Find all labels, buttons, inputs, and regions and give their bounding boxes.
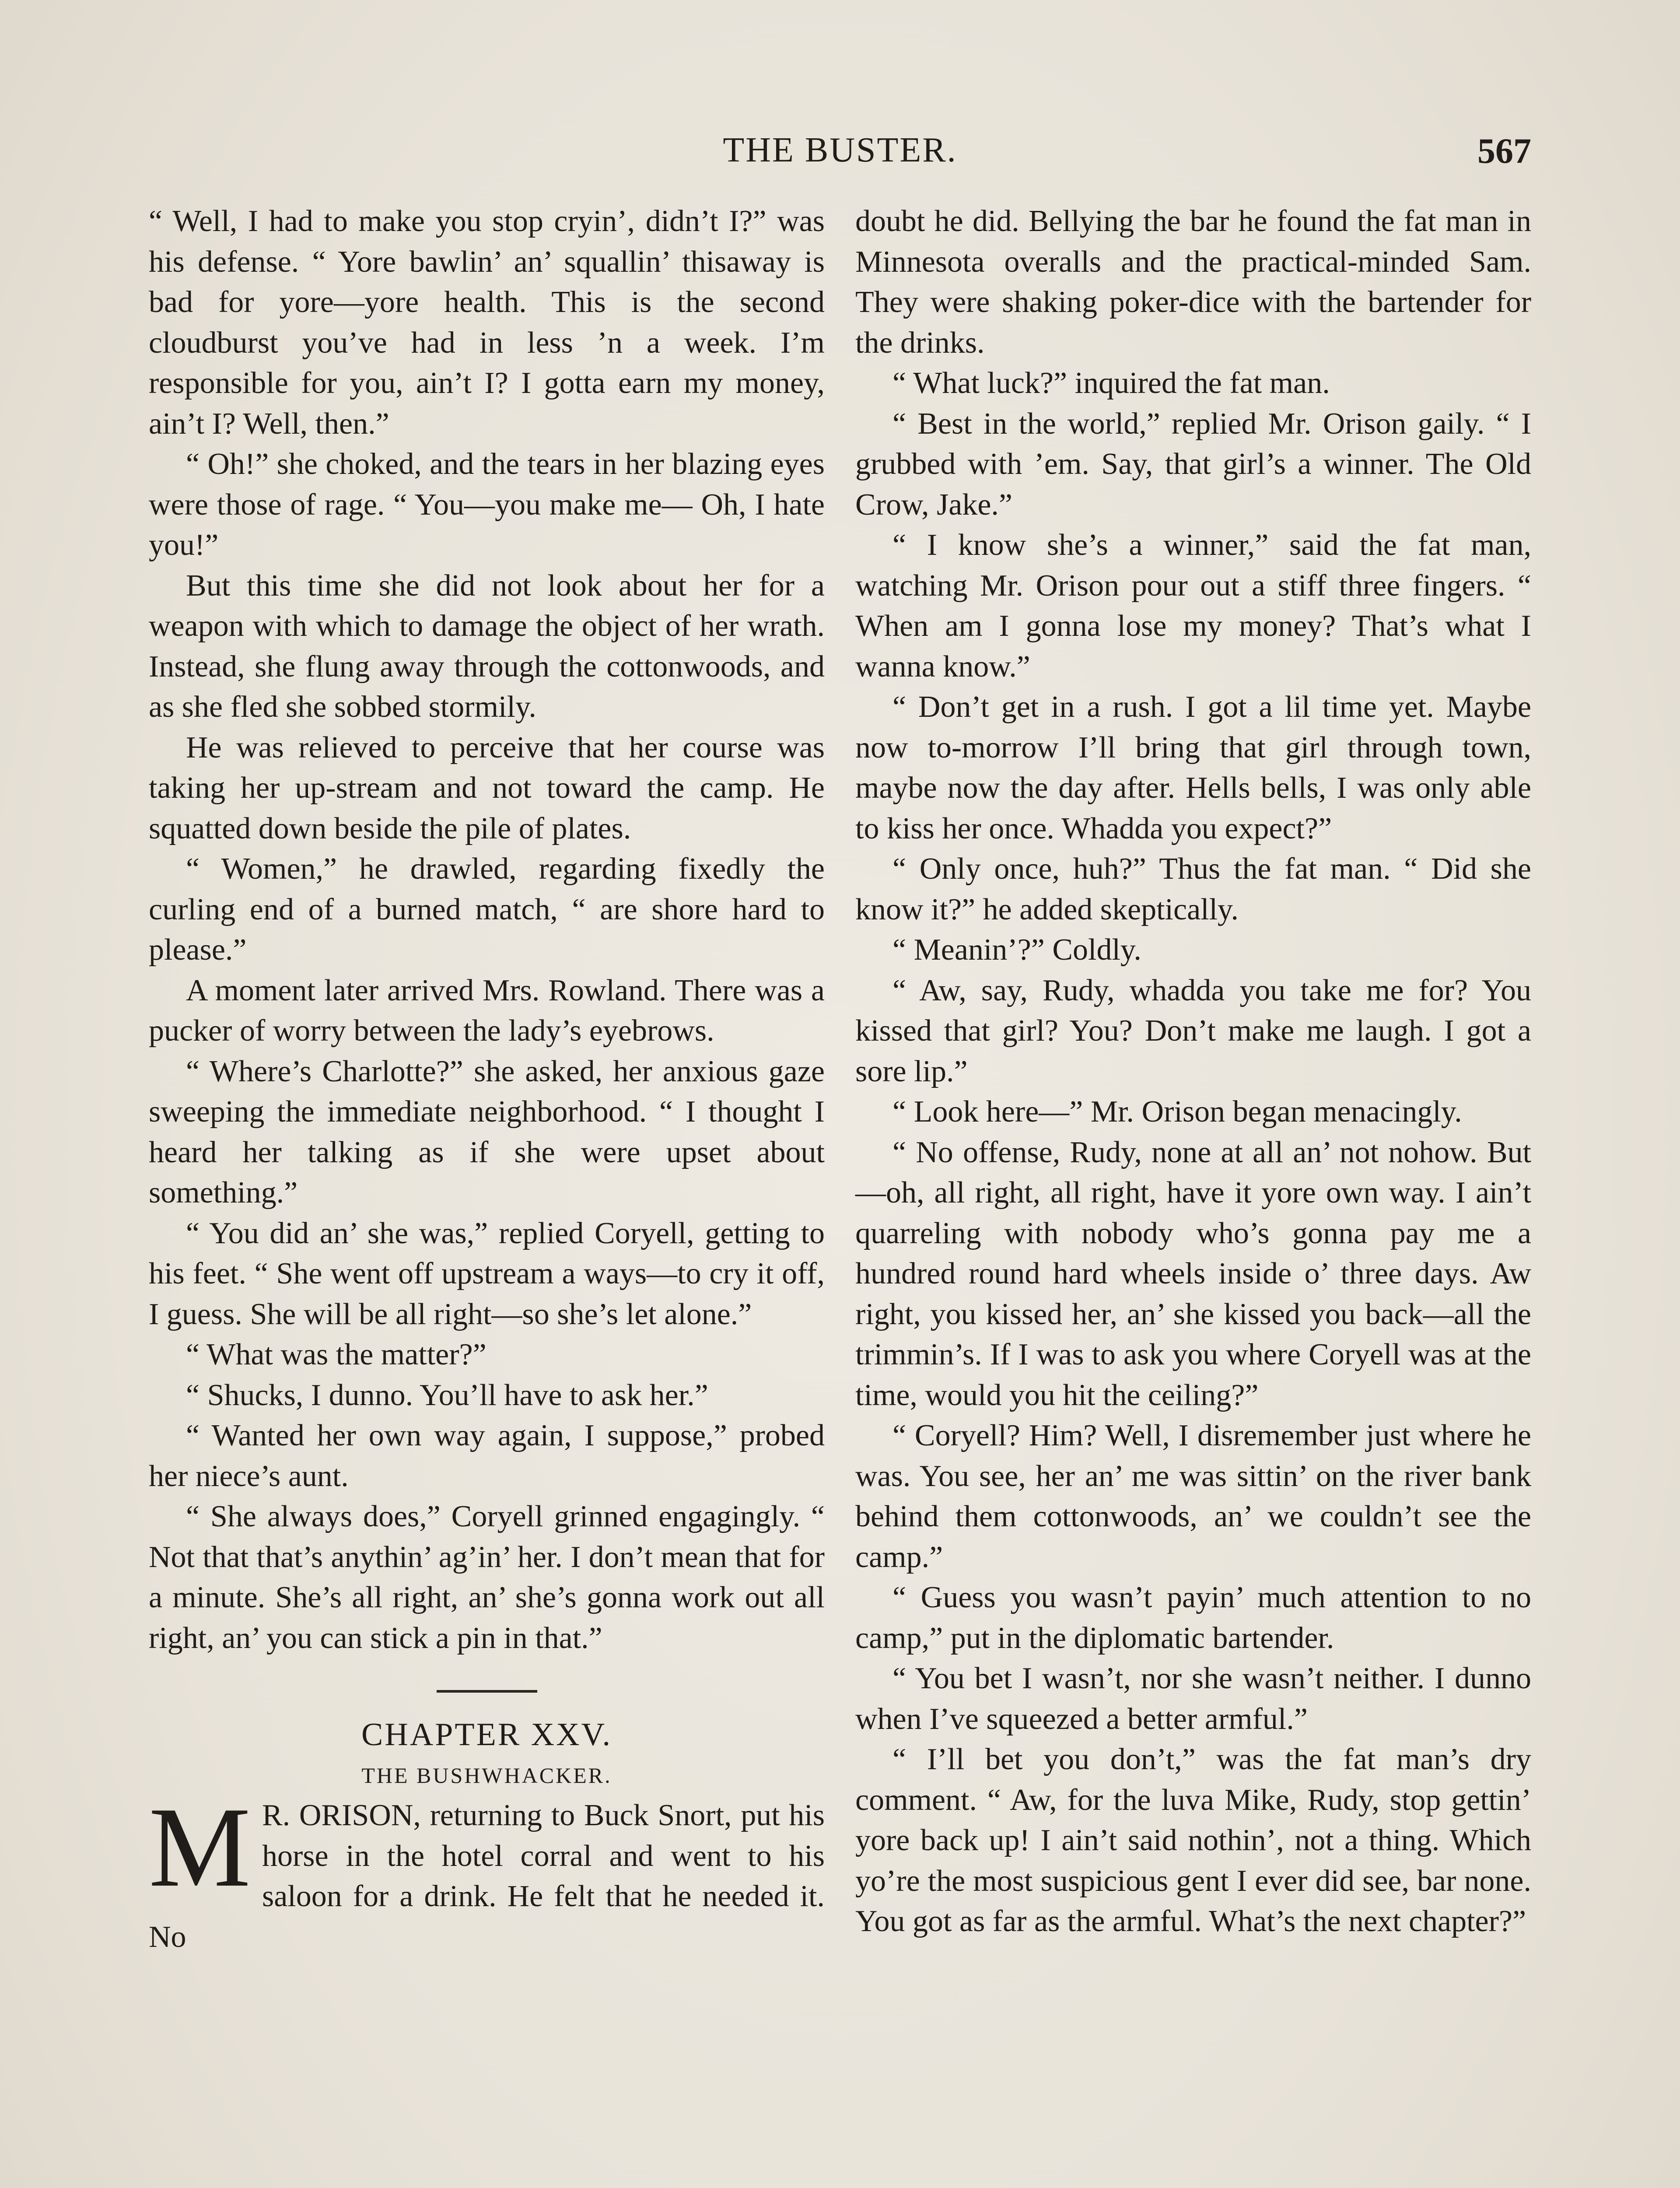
paragraph: “ I know she’s a winner,” said the fat man, watching Mr. Orison pour out a stiff three fingers. “ When am I gonna lose my money? That’s what I wanna know.”: [855, 528, 1531, 684]
paragraph: “ Only once, huh?” Thus the fat man. “ Did she know it?” he added skeptically.: [855, 852, 1531, 926]
chapter-title: CHAPTER XXV.: [361, 1717, 612, 1753]
paragraph: doubt he did. Bellying the bar he found the fat man in Minnesota overalls and the practical-minded Sam. They were shaking poker-dice with the bartender for the drinks.: [855, 204, 1531, 360]
chapter-subtitle: THE BUSHWHACKER.: [361, 1763, 612, 1788]
paragraph: “ She always does,” Coryell grinned engagingly. “ Not that that’s anythin’ ag’in’ her. I don’t mean that for a minute. She’s all right, an’ she’s gonna work out all right, an’ you can stick a pin in that.”: [149, 1500, 825, 1655]
paragraph: “ You bet I wasn’t, nor she wasn’t neither. I dunno when I’ve squeezed a better armful.”: [855, 1662, 1531, 1736]
paragraph: “ Oh!” she choked, and the tears in her blazing eyes were those of rage. “ You—you make me— Oh, I hate you!”: [149, 447, 825, 562]
paragraph: “ Well, I had to make you stop cryin’, didn’t I?” was his defense. “ Yore bawlin’ an’ squallin’ thisaway is bad for yore—yore health. This is the second cloudburst you’ve had in less ’n a week. I’m responsible for you, ain’t I? I gotta earn my money, ain’t I? Well, then.”: [149, 204, 825, 441]
right-column: [855, 201, 1531, 1942]
paragraph: “ Look here—” Mr. Orison began menacingly.: [892, 1095, 1462, 1129]
drop-cap: M: [149, 1784, 251, 1911]
page-number: 567: [1477, 131, 1531, 171]
paragraph: A moment later arrived Mrs. Rowland. There was a pucker of worry between the lady’s eyebrows.: [149, 973, 825, 1048]
paragraph: He was relieved to perceive that her course was taking her up-stream and not toward the camp. He squatted down beside the pile of plates.: [149, 730, 825, 845]
paragraph: “ What was the matter?”: [186, 1338, 486, 1371]
paragraph: “ Women,” he drawled, regarding fixedly the curling end of a burned match, “ are shore hard to please.”: [149, 852, 825, 967]
opening-text: R. ORISON, returning to Buck Snort, put his horse in the hotel corral and went to his saloon for a drink. He felt that he needed it. No: [149, 1799, 825, 1954]
section-divider: [437, 1690, 537, 1693]
paragraph: “ Meanin’?” Coldly.: [892, 933, 1141, 967]
page-header: [149, 130, 1531, 174]
paragraph: “ Wanted her own way again, I suppose,” probed her niece’s aunt.: [149, 1419, 825, 1493]
paragraph: “ Best in the world,” replied Mr. Orison gaily. “ I grubbed with ’em. Say, that girl’s a winner. The Old Crow, Jake.”: [855, 407, 1531, 522]
paragraph: But this time she did not look about her for a weapon with which to damage the object of her wrath. Instead, she flung away through the cottonwoods, and as she fled she sobbed stormily.: [149, 568, 825, 724]
paragraph: “ What luck?” inquired the fat man.: [892, 366, 1330, 400]
paragraph: “ Don’t get in a rush. I got a lil time yet. Maybe now to-morrow I’ll bring that girl through town, maybe now the day after. Hells bells, I was only able to kiss her once. Whadda you expect?”: [855, 690, 1531, 845]
paragraph: “ No offense, Rudy, none at all an’ not nohow. But—oh, all right, all right, have it yore own way. I ain’t quarreling with nobody who’s gonna pay me a hundred round hard wheels inside o’ three days. Aw right, you kissed her, an’ she kissed you back—all the trimmin’s. If I was to ask you where Coryell was at the time, would you hit the ceiling?”: [855, 1135, 1531, 1412]
paragraph: “ I’ll bet you don’t,” was the fat man’s dry comment. “ Aw, for the luva Mike, Rudy, stop gettin’ yore back up! I ain’t said nothin’, not a thing. Which yo’re the most suspicious gent I ever did see, bar none. You got as far as the armful. What’s the next chapter?”: [855, 1743, 1531, 1938]
running-head: THE BUSTER.: [723, 131, 957, 169]
paragraph: “ Where’s Charlotte?” she asked, her anxious gaze sweeping the immediate neighborhood. “ I thought I heard her talking as if she were upset about something.”: [149, 1054, 825, 1210]
chapter-opening-paragraph: [149, 1784, 825, 1957]
paragraph: “ Shucks, I dunno. You’ll have to ask her.”: [186, 1378, 708, 1412]
left-column: [149, 201, 825, 1957]
paragraph: “ You did an’ she was,” replied Coryell, getting to his feet. “ She went off upstream a ways—to cry it off, I guess. She will be all right—so she’s let alone.”: [149, 1216, 825, 1331]
paragraph: “ Guess you wasn’t payin’ much attention to no camp,” put in the diplomatic bartender.: [855, 1581, 1531, 1655]
paragraph: “ Coryell? Him? Well, I disremember just where he was. You see, her an’ me was sittin’ on the river bank behind them cottonwoods, an’ we couldn’t see the camp.”: [855, 1419, 1531, 1574]
paragraph: “ Aw, say, Rudy, whadda you take me for? You kissed that girl? You? Don’t make me laugh. I got a sore lip.”: [855, 973, 1531, 1088]
